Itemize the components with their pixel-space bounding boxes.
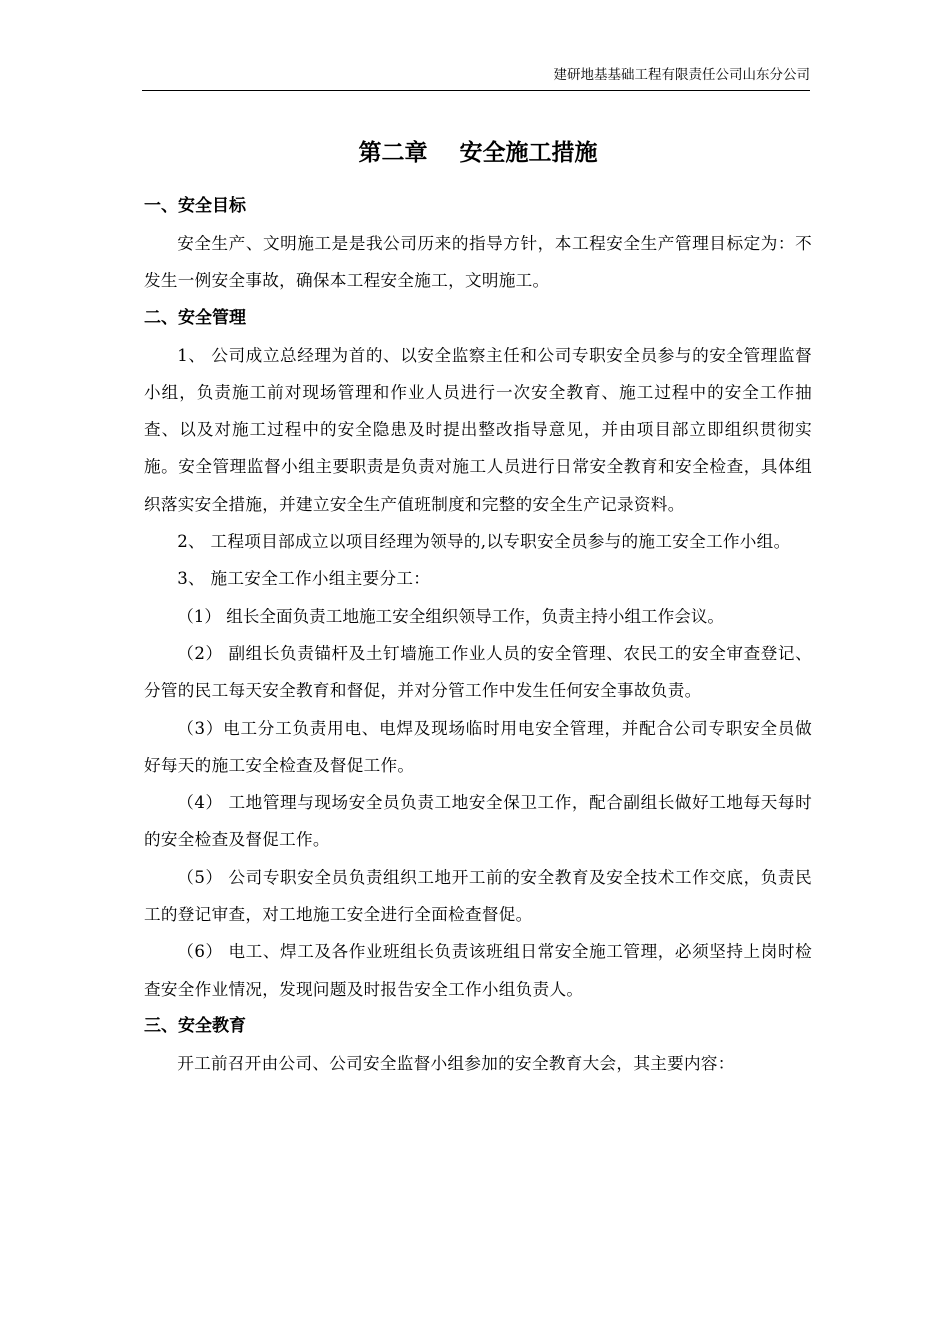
document-body bbox=[144, 130, 812, 1082]
section-safety-goal bbox=[144, 188, 812, 300]
paragraph: 3、 施工安全工作小组主要分工： bbox=[177, 569, 431, 589]
paragraph: （6） 电工、焊工及各作业班组长负责该班组日常安全施工管理，必须坚持上岗时检查安全作业情况，发现问题及时报告安全工作小组负责人。 bbox=[144, 942, 812, 999]
paragraph: （4） 工地管理与现场安全员负责工地安全保卫工作，配合副组长做好工地每天每时的安全检查及督促工作。 bbox=[144, 793, 812, 850]
section-safety-education bbox=[144, 1008, 812, 1082]
paragraph: （1） 组长全面负责工地施工安全组织领导工作，负责主持小组工作会议。 bbox=[177, 606, 725, 626]
chapter-title: 第二章 安全施工措施 bbox=[358, 140, 598, 166]
section-heading: 二、安全管理 bbox=[144, 307, 246, 328]
paragraph: （3）电工分工负责用电、电焊及现场临时用电安全管理，并配合公司专职安全员做好每天的施工安全检查及督促工作。 bbox=[144, 718, 812, 775]
header-company-name: 建研地基基础工程有限责任公司山东分公司 bbox=[553, 67, 810, 83]
page-header bbox=[142, 64, 810, 91]
paragraph: （2） 副组长负责锚杆及土钉墙施工作业人员的安全管理、农民工的安全审查登记、分管的民工每天安全教育和督促，并对分管工作中发生任何安全事故负责。 bbox=[144, 643, 812, 701]
paragraph: 2、 工程项目部成立以项目经理为领导的,以专职安全员参与的施工安全工作小组。 bbox=[177, 532, 791, 552]
paragraph: 安全生产、文明施工是是我公司历来的指导方针，本工程安全生产管理目标定为：不发生一例安全事故，确保本工程安全施工，文明施工。 bbox=[144, 234, 812, 291]
paragraph: 开工前召开由公司、公司安全监督小组参加的安全教育大会，其主要内容： bbox=[177, 1053, 735, 1073]
section-heading: 三、安全教育 bbox=[144, 1015, 246, 1036]
paragraph: （5） 公司专职安全员负责组织工地开工前的安全教育及安全技术工作交底，负责民工的登记审查，对工地施工安全进行全面检查督促。 bbox=[144, 867, 812, 925]
paragraph: 1、 公司成立总经理为首的、以安全监察主任和公司专职安全员参与的安全管理监督小组，负责施工前对现场管理和作业人员进行一次安全教育、施工过程中的安全工作抽查、以及对施工过程中的安全隐患及时提出整改指导意见，并由项目部立即组织贯彻实施。安全管理监督小组主要职责是负责对施工人员进行日常安全教育和安全检查，具体组织落实安全措施，并建立安全生产值班制度和完整的安全生产记录资料。 bbox=[144, 345, 812, 514]
section-heading: 一、安全目标 bbox=[144, 196, 246, 216]
section-safety-management bbox=[144, 300, 812, 1008]
